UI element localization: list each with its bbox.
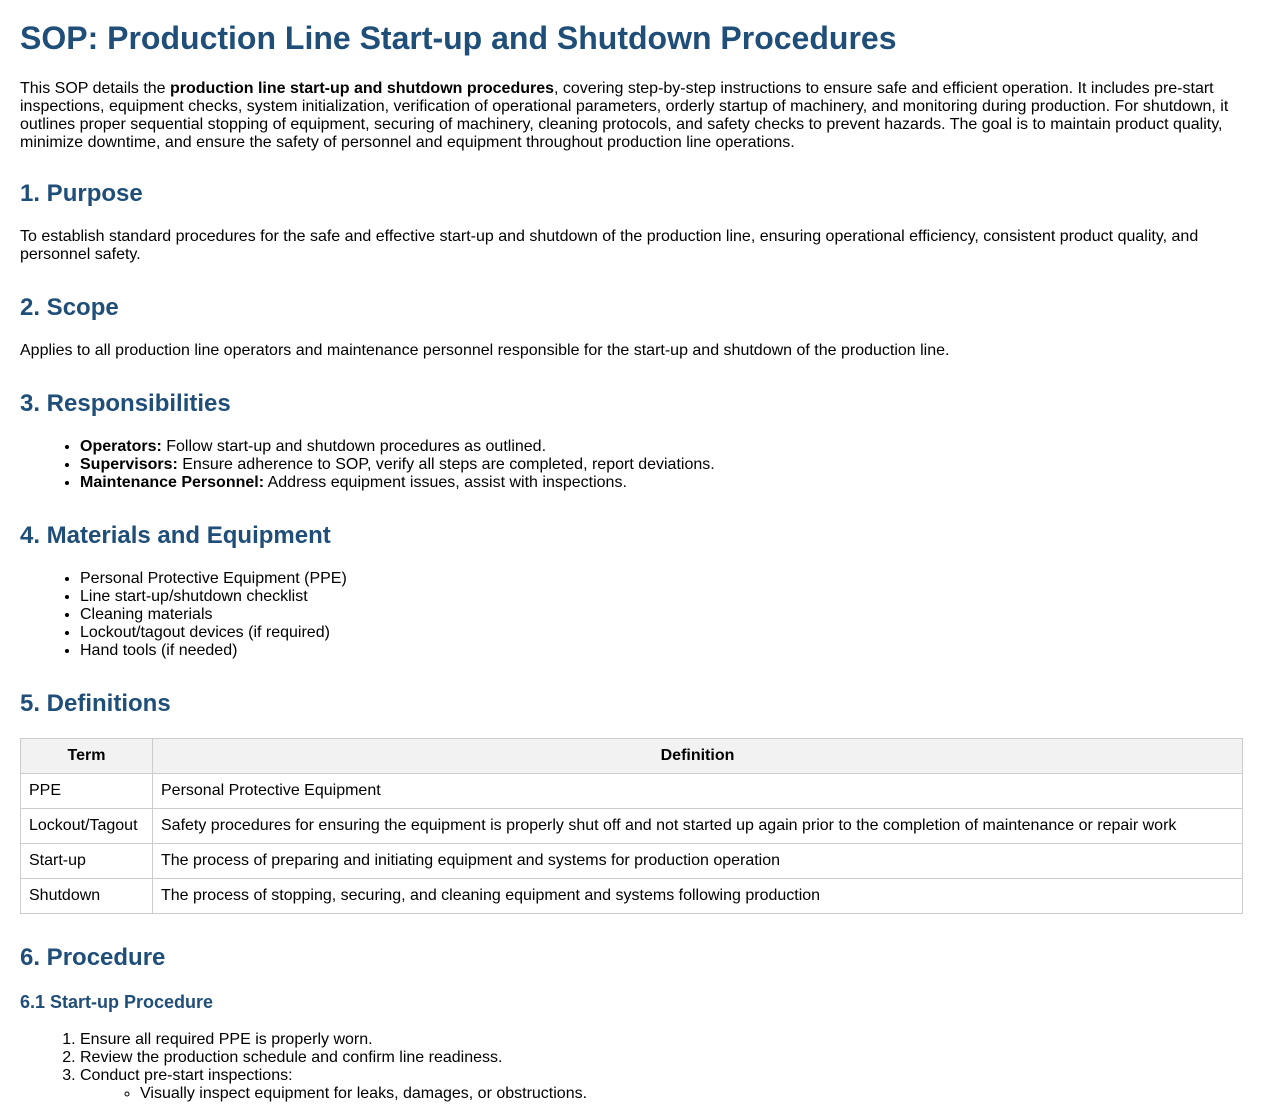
intro-suffix: , covering step-by-step instructions to ensure safe and efficient operation. It includes pre-start inspections, equipment checks, system initialization, verification of operational parameters, orderly startup of machinery, and monitoring during production. For shutdown, it outlines proper sequential stopping of equipment, securing of machinery, cleaning protocols, and safety checks to prevent hazards. The goal is to maintain product quality, minimize downtime, and ensure the safety of personnel and equipment throughout production line operations.: [20, 80, 1229, 151]
list-item: • Hand tools (if needed): [80, 642, 1243, 660]
section-purpose: [20, 180, 1243, 264]
procedure-heading: 6. Procedure: [20, 944, 166, 971]
role-text: Address equipment issues, assist with inspections.: [264, 474, 627, 491]
substep-list: [80, 1085, 1243, 1103]
list-item: • Line start-up/shutdown checklist: [80, 588, 1243, 606]
definition-cell: The process of preparing and initiating equipment and systems for production operation: [153, 844, 1243, 879]
table-row: [21, 879, 1243, 914]
materials-heading: 4. Materials and Equipment: [20, 522, 331, 549]
purpose-heading: 1. Purpose: [20, 180, 143, 207]
scope-text: Applies to all production line operators and maintenance personnel responsible for the start-up and shutdown of the production line.: [20, 342, 950, 359]
term-cell: PPE: [21, 774, 153, 809]
intro-paragraph: [20, 80, 1243, 152]
startup-steps: [20, 1031, 1243, 1103]
table-header-row: [21, 739, 1243, 774]
list-item: 2. Review the production schedule and confirm line readiness.: [80, 1049, 1243, 1067]
materials-list: [20, 570, 1243, 660]
role-label: Supervisors:: [80, 456, 178, 473]
role-label: Maintenance Personnel:: [80, 474, 265, 491]
list-item: [80, 1067, 1243, 1103]
list-item: • Cleaning materials: [80, 606, 1243, 624]
definitions-heading: 5. Definitions: [20, 690, 171, 717]
intro-bold: production line start-up and shutdown procedures: [170, 80, 555, 97]
scope-heading: 2. Scope: [20, 294, 119, 321]
role-label: Operators:: [80, 438, 162, 455]
list-item: 1. Ensure all required PPE is properly worn.: [80, 1031, 1243, 1049]
list-item: • Lockout/tagout devices (if required): [80, 624, 1243, 642]
purpose-text: To establish standard procedures for the safe and effective start-up and shutdown of the production line, ensuring operational efficiency, consistent product quality, and personnel safety.: [20, 228, 1199, 263]
role-text: Ensure adherence to SOP, verify all steps are completed, report deviations.: [177, 456, 715, 473]
column-header-definition: Definition: [153, 739, 1243, 774]
definition-cell: Personal Protective Equipment: [153, 774, 1243, 809]
page-title: SOP: Production Line Start-up and Shutdown Procedures: [20, 20, 897, 56]
section-procedure: [20, 944, 1243, 1103]
list-item: [80, 456, 1243, 474]
step-text: Conduct pre-start inspections:: [80, 1067, 293, 1084]
definition-cell: The process of stopping, securing, and cleaning equipment and systems following production: [153, 879, 1243, 914]
term-cell: Lockout/Tagout: [21, 809, 153, 844]
section-responsibilities: [20, 390, 1243, 492]
section-scope: [20, 294, 1243, 360]
intro-prefix: This SOP details the: [20, 80, 170, 97]
definitions-table: [20, 738, 1243, 914]
list-item: • Personal Protective Equipment (PPE): [80, 570, 1243, 588]
responsibilities-list: [20, 438, 1243, 492]
section-materials: [20, 522, 1243, 660]
section-definitions: [20, 690, 1243, 914]
list-item: [80, 474, 1243, 492]
term-cell: Shutdown: [21, 879, 153, 914]
role-text: Follow start-up and shutdown procedures as outlined.: [161, 438, 547, 455]
table-row: [21, 844, 1243, 879]
definition-cell: Safety procedures for ensuring the equipment is properly shut off and not started up again prior to the completion of maintenance or repair work: [153, 809, 1243, 844]
responsibilities-heading: 3. Responsibilities: [20, 390, 231, 417]
column-header-term: Term: [21, 739, 153, 774]
table-row: [21, 774, 1243, 809]
startup-heading: 6.1 Start-up Procedure: [20, 992, 214, 1012]
term-cell: Start-up: [21, 844, 153, 879]
list-item: [80, 438, 1243, 456]
table-row: [21, 809, 1243, 844]
list-item: ◦ Visually inspect equipment for leaks, damages, or obstructions.: [140, 1085, 1243, 1103]
